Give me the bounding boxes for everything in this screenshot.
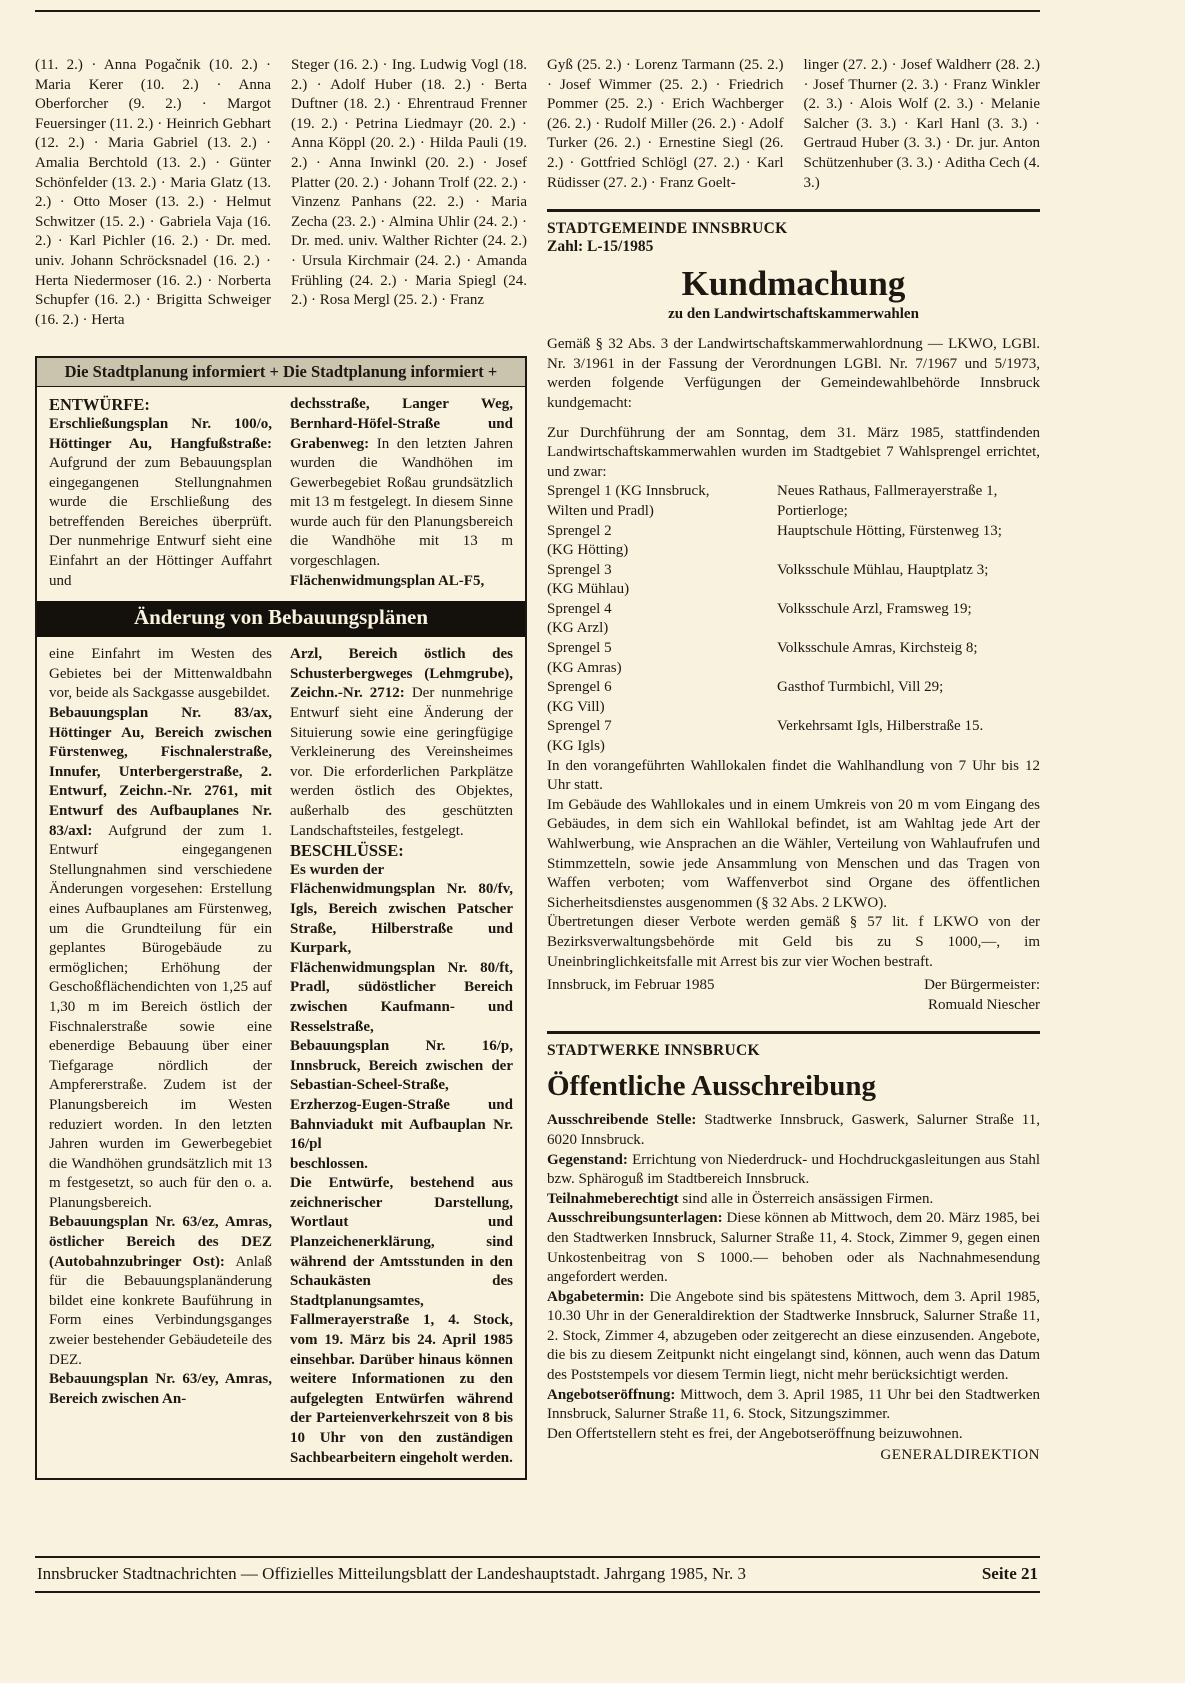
paragraph-lead: Bebauungsplan Nr. 63/ey, Amras, Bereich zwischen An- bbox=[49, 1371, 272, 1407]
sprengel-kg: (KG Arzl) bbox=[547, 620, 609, 637]
paragraph-text: Aufgrund der zum 1. Entwurf eingegangenen Stellungnahmen sind verschiedene Änderungen vorgesehen: Erstellung eines Aufbauplanes am Fürstenweg, um die Grundteilung für ein geplantes Bürogebäude zu ermöglichen; Erhöhung der Geschoßflächendichten von 1,25 auf 1,30 m im Bereich östlich der Fischnalerstraße sowie eine ebenerdige Bebauung über einer Tiefgarage nördlich der Ampfererstraße. Zudem ist der Planungsbereich im Westen reduziert worden. In den letzten Jahren wurden im Gewerbegebiet die Wandhöhen grundsätzlich mit 13 m festgesetzt, so auch für den o. a. Planungsbereich. bbox=[49, 822, 272, 1211]
paragraph-lead: beschlossen. bbox=[290, 1155, 368, 1172]
sprengel-number: Sprengel 5 bbox=[547, 640, 612, 657]
sprengel-row bbox=[547, 482, 1040, 521]
bebauungsplaene-col-left bbox=[49, 645, 272, 1468]
bebauungsplaene-banner: Änderung von Bebauungsplänen bbox=[37, 601, 525, 637]
sprengel-row bbox=[547, 600, 1040, 639]
paragraph bbox=[290, 572, 513, 592]
sprengel-table bbox=[547, 482, 1040, 756]
paragraph-text: Stadtwerke Innsbruck, Gaswerk, Salurner Straße 11, 6020 Innsbruck. bbox=[547, 1112, 1040, 1148]
paragraph-lead: Bebauungsplan Nr. 16/p, Innsbruck, Bereich zwischen der Sebastian-Scheel-Straße, Erzherzog-Eugen-Straße und Bahnviadukt mit Aufbauplan Nr. 16/pl bbox=[290, 1038, 513, 1153]
sprengel-venue: Gasthof Turmbichl, Vill 29; bbox=[777, 679, 944, 696]
sprengel-row bbox=[547, 561, 1040, 600]
paragraph-lead: dechsstraße, Langer Weg, Bernhard-Höfel-Straße und Grabenweg: bbox=[290, 396, 513, 452]
paragraph bbox=[547, 1151, 1040, 1190]
right-half bbox=[547, 56, 1040, 1480]
sprengel-venue: Volksschule Mühlau, Hauptplatz 3; bbox=[777, 561, 989, 578]
sprengel-number: Sprengel 4 bbox=[547, 600, 612, 617]
sprengel-kg: (KG Hötting) bbox=[547, 542, 629, 559]
kundmachung-intro-1: Gemäß § 32 Abs. 3 der Landwirtschaftskammerwahlordnung — LKWO, LGBl. Nr. 3/1961 in der Fassung der Verordnungen LGBl. Nr. 7/1967 und 5/1973, werden folgende Verfügungen der Gemeindewahlbehörde Innsbruck kundgemacht: bbox=[547, 336, 1040, 411]
sprengel-venue: Volksschule Amras, Kirchsteig 8; bbox=[777, 640, 978, 657]
paragraph-lead: Angebotseröffnung: bbox=[547, 1386, 676, 1403]
sprengel-venue: Hauptschule Hötting, Fürstenweg 13; bbox=[777, 522, 1002, 539]
sprengel-venue: Neues Rathaus, Fallmerayerstraße 1, Portierloge; bbox=[777, 483, 998, 519]
birthday-names-left bbox=[35, 56, 527, 330]
stadtplanung-box bbox=[35, 356, 527, 1480]
sprengel-venue: Volksschule Arzl, Framsweg 19; bbox=[777, 600, 972, 617]
paragraph bbox=[49, 1370, 272, 1409]
names-column-4: linger (27. 2.) · Josef Waldherr (28. 2.) · Josef Thurner (2. 3.) · Franz Winkler (2. 3.) · Alois Wolf (2. 3.) · Melanie Salcher (3. 3.) · Karl Hanl (3. 3.) · Gertraud Huber (3. 3.) · Dr. jur. Anton Schützenhuber (3. 3.) · Aditha Cech (4. 3.) bbox=[803, 57, 1040, 191]
names-column-2: Steger (16. 2.) · Ing. Ludwig Vogl (18. 2.) · Adolf Huber (18. 2.) · Berta Duftner (18. 2.) · Ehrentraud Frenner (19. 2.) · Petrina Liedmayr (20. 2.) · Anna Köppl (20. 2.) · Hilda Pauli (19. 2.) · Anna Inwinkl (20. 2.) · Josef Platter (20. 2.) · Johann Trolf (22. 2.) · Vinzenz Panhans (22. 2.) · Maria Zecha (23. 2.) · Almina Uhlir (24. 2.) · Dr. med. univ. Walther Richter (24. 2.) · Ursula Kirchmair (24. 2.) · Amanda Frühling (24. 2.) · Maria Spiegl (24. 2.) · Rosa Mergl (25. 2.) · Franz bbox=[291, 57, 527, 309]
kundmachung-para-3: In den vorangeführten Wahllokalen findet die Wahlhandlung von 7 Uhr bis 12 Uhr statt. bbox=[547, 757, 1040, 794]
ausschreibung-org: STADTWERKE INNSBRUCK bbox=[547, 1042, 760, 1060]
paragraph bbox=[290, 1037, 513, 1155]
sprengel-kg: (KG Igls) bbox=[547, 738, 605, 755]
signer-name: Romuald Niescher bbox=[927, 996, 1040, 1013]
sprengel-row bbox=[547, 717, 1040, 756]
paragraph-text: Die Angebote sind bis spätestens Mittwoch, dem 3. April 1985, 10.30 Uhr in der Generaldirektion der Stadtwerke Innsbruck, Salurner Straße 11, 2. Stock, Zimmer 4, abzugeben oder zeitgerecht an diese einzusenden. Angebote, die bis zu diesem Zeitpunkt nicht eingelangt sind, können, auch wenn das Datum des Poststempels vor diesem Termin liegt, nicht mehr berücksichtigt werden. bbox=[547, 1288, 1041, 1384]
birthday-names-right bbox=[547, 56, 1040, 193]
left-half bbox=[35, 56, 527, 1480]
place-date: Innsbruck, im Februar 1985 bbox=[547, 977, 715, 994]
kundmachung-para-4: Im Gebäude des Wahllokales und in einem Umkreis von 20 m vom Eingang des Gebäudes, in dem sich ein Wahllokal befindet, ist am Wahltag jede Art der Wahlwerbung, wie Ansprachen an die Wähler, Verteilung von Wahlaufrufen und Stimmzetteln, sowie jede Ansammlung von Menschen und das Tragen von Waffen verboten; vom Waffenverbot sind Organe des öffentlichen Sicherheitsdienstes ausgenommen (§ 32 Abs. 2 LKWO). bbox=[547, 796, 1040, 911]
signer-title: Der Bürgermeister: bbox=[924, 977, 1040, 994]
paragraph-text: eine Einfahrt im Westen des Gebietes bei der Mittenwaldbahn vor, beide als Sackgasse ausgebildet. bbox=[49, 646, 272, 702]
sprengel-row bbox=[547, 678, 1040, 717]
paragraph-lead: Flächenwidmungsplan Nr. 80/ft, Pradl, südöstlicher Bereich zwischen Kaufmann- und Resselstraße, bbox=[290, 959, 513, 1035]
paragraph bbox=[290, 959, 513, 1037]
footer-title: Innsbrucker Stadtnachrichten — Offizielles Mitteilungsblatt der Landeshauptstadt. Jahrgang 1985, Nr. 3 bbox=[37, 1564, 746, 1583]
sprengel-label bbox=[547, 717, 777, 756]
sprengel-row bbox=[547, 639, 1040, 678]
paragraph bbox=[49, 704, 272, 1213]
paragraph bbox=[290, 1174, 513, 1468]
paragraph-lead: Gegenstand: bbox=[547, 1151, 628, 1168]
stadtplanung-header: Die Stadtplanung informiert + Die Stadtplanung informiert + bbox=[37, 358, 525, 387]
paragraph-text: Aufgrund der zum Bebauungsplan eingegangenen Stellungnahmen wurde die Erschließung des betreffenden Bereiches überprüft. Der nunmehrige Entwurf sieht eine Einfahrt an der Höttinger Auffahrt und bbox=[49, 455, 272, 589]
paragraph bbox=[547, 1386, 1040, 1425]
paragraph bbox=[290, 395, 513, 571]
entwuerfe-heading: ENTWÜRFE: bbox=[49, 395, 150, 415]
footer-page-number: Seite 21 bbox=[981, 1564, 1038, 1583]
beschluesse-heading: BESCHLÜSSE: bbox=[290, 841, 404, 861]
paragraph-lead: Bebauungsplan Nr. 63/ez, Amras, östlicher Bereich des DEZ (Autobahnzubringer Ost): bbox=[49, 1214, 272, 1270]
kundmachung-subtitle: zu den Landwirtschaftskammerwahlen bbox=[668, 306, 919, 323]
sprengel-kg: Wilten und Pradl) bbox=[547, 502, 654, 519]
paragraph-lead: Flächenwidmungsplan Nr. 80/fv, Igls, Bereich zwischen Patscher Straße, Hilberstraße und Kurpark, bbox=[290, 881, 513, 957]
paragraph bbox=[547, 1288, 1040, 1386]
paragraph-text: Den Offertstellern steht es frei, der Angebotseröffnung beizuwohnen. bbox=[547, 1425, 963, 1442]
paragraph bbox=[547, 1111, 1040, 1150]
sprengel-row bbox=[547, 522, 1040, 561]
kundmachung-zahl: Zahl: L-15/1985 bbox=[547, 238, 654, 256]
entwuerfe-col-right bbox=[290, 395, 513, 591]
page-columns bbox=[35, 56, 1040, 1480]
paragraph-text: Der nunmehrige Entwurf sieht eine Änderung der Situierung sowie eine geringfügige Verkleinerung des Vereinsheimes vor. Die erforderlichen Parkplätze werden östlich des Objektes, außerhalb des geschützten Landschaftsteiles, festgelegt. bbox=[290, 685, 514, 839]
kundmachung-para-5: Übertretungen dieser Verbote werden gemäß § 57 lit. f LKWO von der Bezirksverwaltungsbehörde mit Geld bis zu S 1000,—, im Uneinbringlichkeitsfalle mit Arrest bis zur vier Wochen bestraft. bbox=[547, 914, 1040, 970]
paragraph-lead: Bebauungsplan Nr. 83/ax, Höttinger Au, Bereich zwischen Fürstenweg, Fischnalerstraße, Innufer, Unterbergerstraße, 2. Entwurf, Zeichn.-Nr. 2761, mit Entwurf des Aufbauplanes Nr. 83/axl: bbox=[49, 705, 272, 839]
sprengel-label bbox=[547, 482, 777, 521]
sprengel-number: Sprengel 2 bbox=[547, 522, 612, 539]
sprengel-label bbox=[547, 678, 777, 717]
sprengel-number: Sprengel 1 (KG Innsbruck, bbox=[547, 483, 710, 500]
paragraph bbox=[290, 645, 513, 841]
paragraph bbox=[49, 1213, 272, 1370]
sprengel-label bbox=[547, 522, 777, 561]
paragraph-lead: Die Entwürfe, bestehend aus zeichnerischer Darstellung, Wortlaut und Planzeichenerklärung, sind während der Amtsstunden in den Schaukästen des Stadtplanungsamtes, Fallmerayerstraße 1, 4. Stock, vom 19. März bis 24. April 1985 einsehbar. Darüber hinaus können weitere Informationen zu den aufgelegten Entwürfen während der Parteienverkehrszeit von 8 bis 10 Uhr von den zuständigen Sachbearbeitern eingeholt werden. bbox=[290, 1175, 513, 1466]
kundmachung-signoff bbox=[547, 976, 1040, 996]
paragraph-text: Diese können ab Mittwoch, dem 20. März 1985, bei den Stadtwerken Innsbruck, Salurner Straße 11, 4. Stock, Zimmer 9, gegen einen Unkostenbeitrag von S 1000.— behoben oder als Nachnahmesendung angefordert werden. bbox=[547, 1210, 1040, 1286]
paragraph-lead: Ausschreibende Stelle: bbox=[547, 1112, 697, 1129]
bebauungsplaene-col-right bbox=[290, 645, 513, 1468]
sprengel-label bbox=[547, 561, 777, 600]
sprengel-number: Sprengel 7 bbox=[547, 718, 612, 735]
paragraph-text: Errichtung von Niederdruck- und Hochdruckgasleitungen aus Stahl bzw. Sphäroguß im Stadtbereich Innsbruck. bbox=[547, 1151, 1041, 1188]
entwuerfe-columns bbox=[37, 387, 525, 601]
paragraph-lead: Abgabetermin: bbox=[547, 1288, 645, 1305]
sprengel-label bbox=[547, 639, 777, 678]
sprengel-venue: Verkehrsamt Igls, Hilberstraße 15. bbox=[777, 718, 984, 735]
paragraph-lead: Teilnahmeberechtigt bbox=[547, 1190, 679, 1207]
names-column-3: Gyß (25. 2.) · Lorenz Tarmann (25. 2.) · Josef Wimmer (25. 2.) · Friedrich Pommer (25. 2.) · Erich Wachberger (26. 2.) · Rudolf Miller (26. 2.) · Adolf Turker (26. 2.) · Ernestine Siegl (26. 2.) · Gottfried Schlögl (27. 2.) · Karl Rüdisser (27. 2.) · Franz Goelt- bbox=[547, 57, 784, 191]
sprengel-label bbox=[547, 600, 777, 639]
generaldirektion-signoff: GENERALDIREKTION bbox=[880, 1447, 1040, 1464]
paragraph bbox=[290, 861, 513, 881]
paragraph-lead: Ausschreibungsunterlagen: bbox=[547, 1210, 723, 1227]
paragraph-lead: Erschließungsplan Nr. 100/o, Höttinger Au, Hangfußstraße: bbox=[49, 415, 272, 452]
paragraph-text: In den letzten Jahren wurden die Wandhöhen im Gewerbegebiet Roßau grundsätzlich mit 13 m festgelegt. In diesem Sinne wurde auch für den Planungsbereich die Wandhöhe mit 13 m vorgeschlagen. bbox=[290, 435, 513, 570]
kundmachung-intro-2: Zur Durchführung der am Sonntag, dem 31. März 1985, stattfindenden Landwirtschaftskammerwahlen wurden im Stadtgebiet 7 Wahlsprengel errichtet, und zwar: bbox=[547, 424, 1040, 480]
ausschreibung-title: Öffentliche Ausschreibung bbox=[547, 1070, 876, 1103]
kundmachung-org: STADTGEMEINDE INNSBRUCK bbox=[547, 220, 788, 238]
entwuerfe-col-left bbox=[49, 395, 272, 591]
paragraph bbox=[290, 880, 513, 958]
sprengel-number: Sprengel 6 bbox=[547, 679, 612, 696]
paragraph bbox=[49, 645, 272, 704]
paragraph bbox=[547, 1190, 1040, 1210]
kundmachung-title: Kundmachung bbox=[681, 264, 906, 304]
sprengel-kg: (KG Mühlau) bbox=[547, 581, 630, 598]
page-footer bbox=[35, 1556, 1040, 1593]
paragraph bbox=[49, 415, 272, 591]
sprengel-number: Sprengel 3 bbox=[547, 561, 612, 578]
paragraph bbox=[547, 1425, 1040, 1445]
sprengel-kg: (KG Amras) bbox=[547, 659, 622, 676]
paragraph-lead: Arzl, Bereich östlich des Schusterbergweges (Lehmgrube), Zeichn.-Nr. 2712: bbox=[290, 646, 513, 702]
paragraph-text: Mittwoch, dem 3. April 1985, 11 Uhr bei den Stadtwerken Innsbruck, Salurner Straße 11, 6. Stock, Sitzungszimmer. bbox=[547, 1386, 1040, 1423]
section-divider bbox=[547, 1031, 1040, 1034]
sprengel-kg: (KG Vill) bbox=[547, 698, 605, 715]
section-divider bbox=[547, 209, 1040, 212]
top-rule bbox=[35, 10, 1040, 12]
paragraph bbox=[547, 1209, 1040, 1287]
names-column-1: (11. 2.) · Anna Pogačnik (10. 2.) · Maria Kerer (10. 2.) · Anna Oberforcher (9. 2.) · Margot Feuersinger (11. 2.) · Heinrich Gebhart (12. 2.) · Maria Gabriel (13. 2.) · Amalia Berchtold (13. 2.) · Günter Schönfelder (13. 2.) · Maria Glatz (13. 2.) · Otto Moser (13. 2.) · Helmut Schwitzer (15. 2.) · Gabriela Vaja (16. 2.) · Karl Pichler (16. 2.) · Dr. med. univ. Johann Schröcksnadel (16. 2.) · Herta Niedermoser (16. 2.) · Norberta Schupfer (16. 2.) · Brigitta Schweiger (16. 2.) · Herta bbox=[35, 57, 271, 328]
bebauungsplaene-columns bbox=[37, 637, 525, 1478]
paragraph-text: Anlaß für die Bebauungsplanänderung bildet eine konkrete Bauführung in Form eines Verbindungsganges zweier bestehender Gebäudeteile des DEZ. bbox=[49, 1253, 272, 1368]
paragraph bbox=[290, 1155, 513, 1175]
paragraph-text: sind alle in Österreich ansässigen Firmen. bbox=[682, 1190, 934, 1207]
paragraph-lead: Es wurden der bbox=[290, 861, 385, 878]
paragraph-lead: Flächenwidmungsplan AL-F5, bbox=[290, 572, 485, 589]
